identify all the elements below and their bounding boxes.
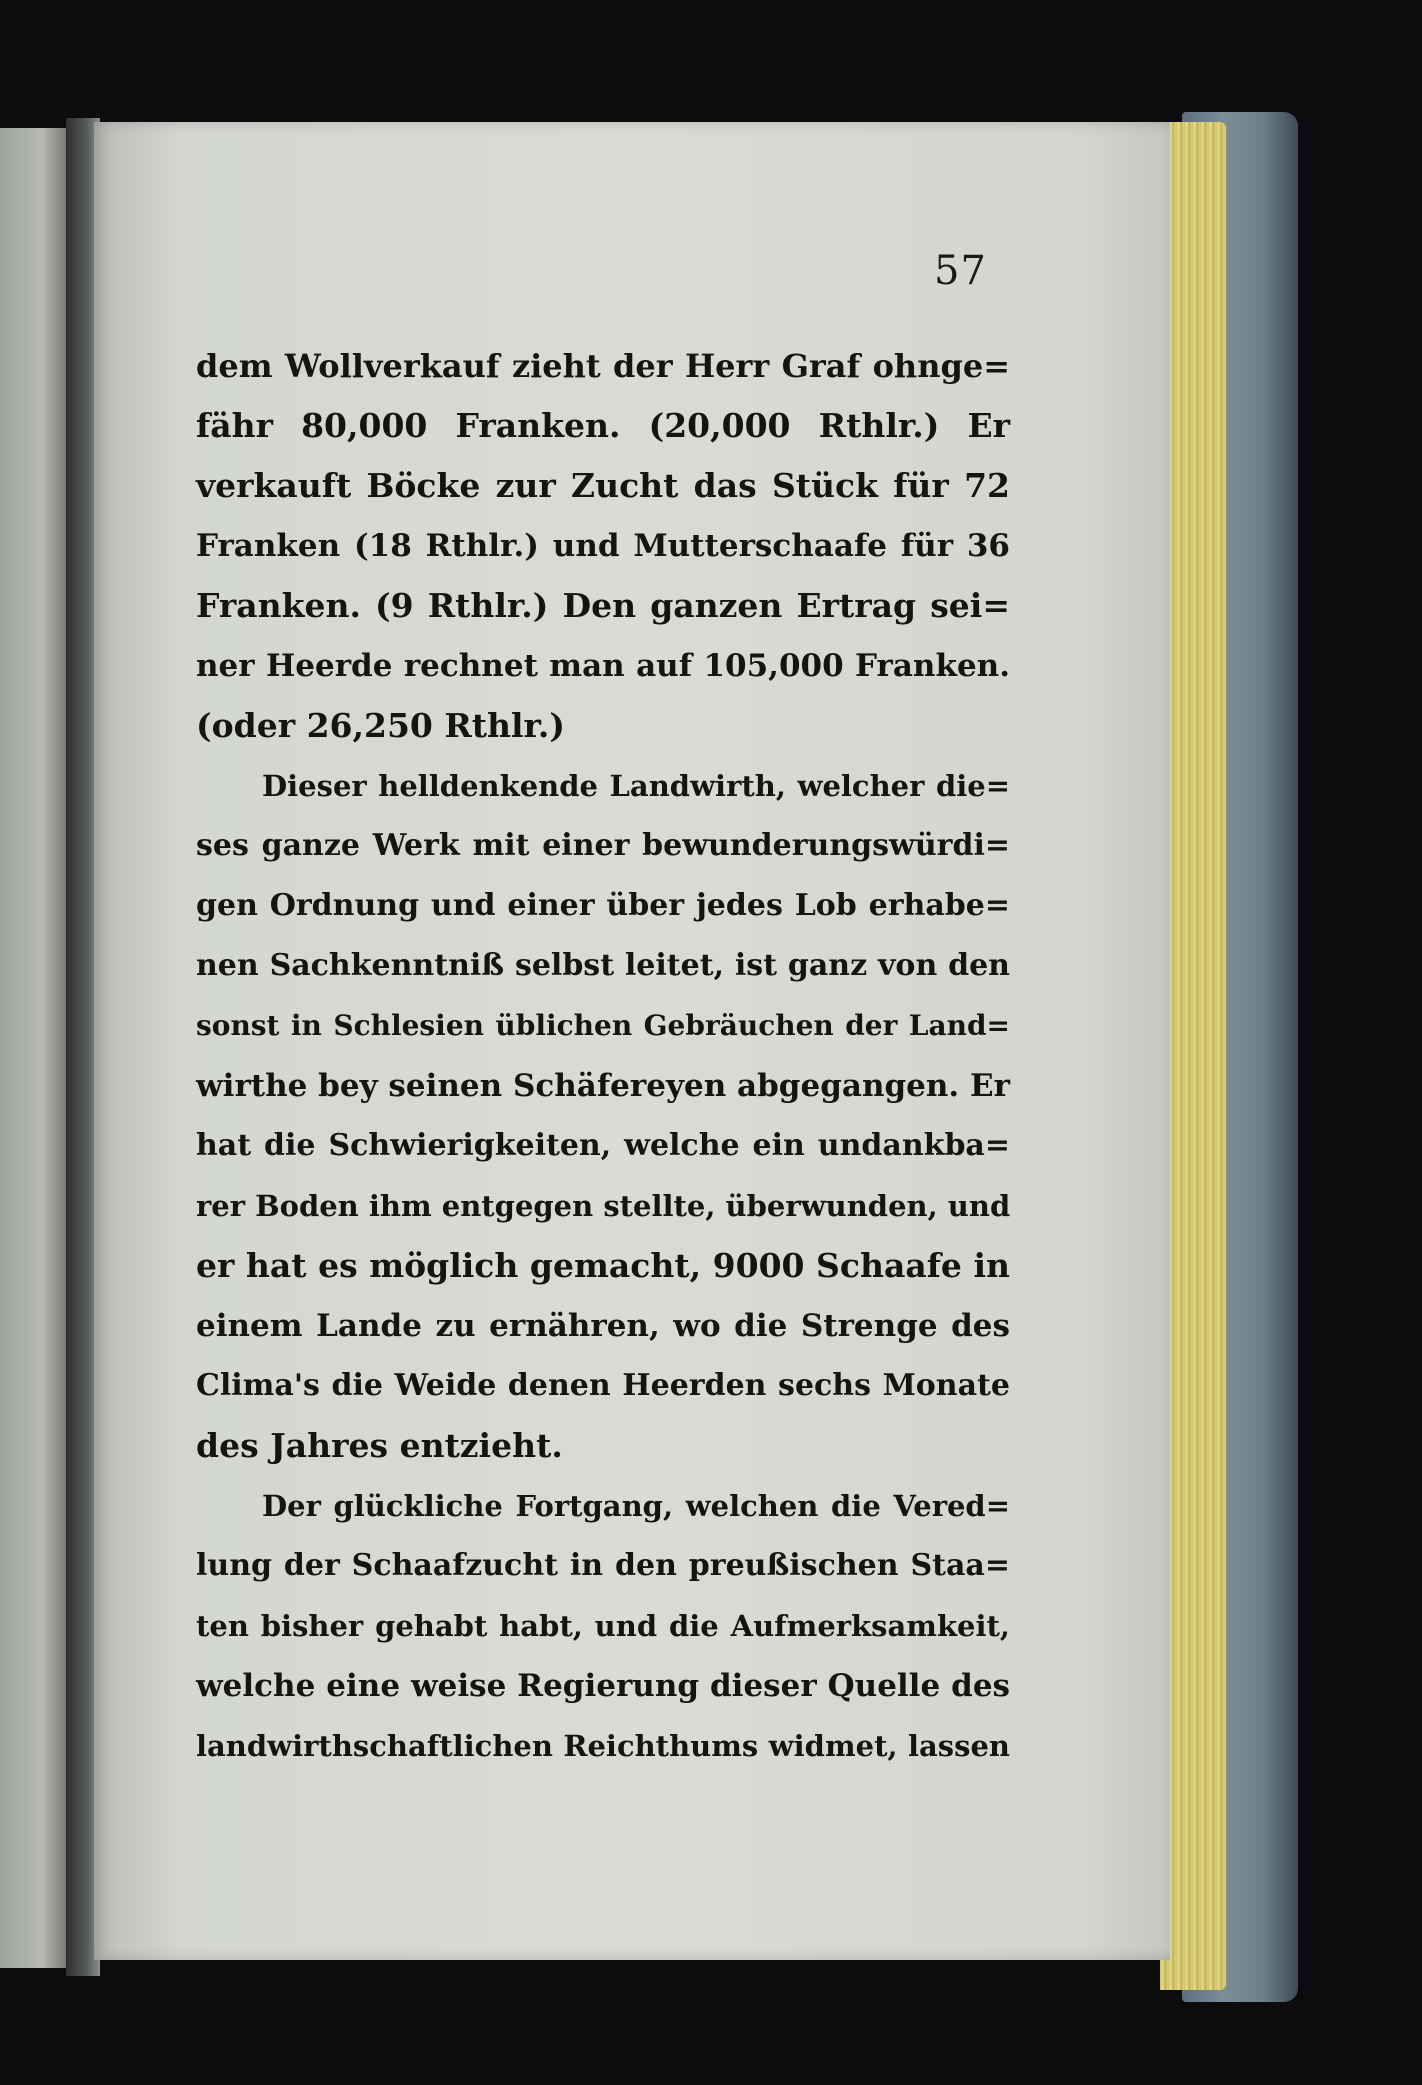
text-line: dem Wollverkauf zieht der Herr Graf ohnge=: [196, 347, 1010, 385]
text-line: fähr 80,000 Franken. (20,000 Rthlr.) Er: [196, 406, 1010, 445]
text-line: wirthe bey seinen Schäfereyen abgegangen. Er: [196, 1068, 1010, 1104]
text-line: verkauft Böcke zur Zucht das Stück für 72: [196, 466, 1010, 505]
text-line: nen Sachkenntniß selbst leitet, ist ganz von den: [196, 948, 1010, 983]
text-line: des Jahres entzieht.: [196, 1426, 563, 1465]
text-line: ten bisher gehabt habt, und die Aufmerksamkeit,: [196, 1609, 1010, 1643]
text-line: Franken. (9 Rthlr.) Den ganzen Ertrag sei=: [196, 586, 1010, 625]
text-line: ses ganze Werk mit einer bewunderungswürdi=: [196, 828, 1010, 863]
text-line: ner Heerde rechnet man auf 105,000 Franken.: [196, 648, 1010, 684]
text-line: Der glückliche Fortgang, welchen die Vered=: [262, 1489, 1010, 1523]
text-line: welche eine weise Regierung dieser Quelle des: [196, 1668, 1010, 1704]
text-line: lung der Schaafzucht in den preußischen Staa=: [196, 1548, 1010, 1583]
text-line: sonst in Schlesien üblichen Gebräuchen der Land=: [196, 1009, 1010, 1042]
text-line: er hat es möglich gemacht, 9000 Schaafe in: [196, 1246, 1010, 1285]
text-line: rer Boden ihm entgegen stellte, überwunden, und: [196, 1189, 1011, 1223]
text-line: einem Lande zu ernähren, wo die Strenge des: [196, 1308, 1010, 1344]
text-line: Dieser helldenkende Landwirth, welcher die=: [262, 769, 1010, 803]
text-line: landwirthschaftlichen Reichthums widmet, lassen: [196, 1729, 1010, 1763]
page-text: [196, 336, 1010, 1776]
text-line: hat die Schwierigkeiten, welche ein undankba=: [196, 1128, 1010, 1163]
left-page-edge: [0, 128, 70, 1968]
text-line: Franken (18 Rthlr.) und Mutterschaafe für 36: [196, 528, 1010, 564]
text-line: (oder 26,250 Rthlr.): [196, 706, 566, 745]
text-line: Clima's die Weide denen Heerden sechs Monate: [196, 1368, 1010, 1403]
text-line: gen Ordnung und einer über jedes Lob erhabe=: [196, 888, 1010, 923]
page-number: 57: [934, 248, 987, 294]
